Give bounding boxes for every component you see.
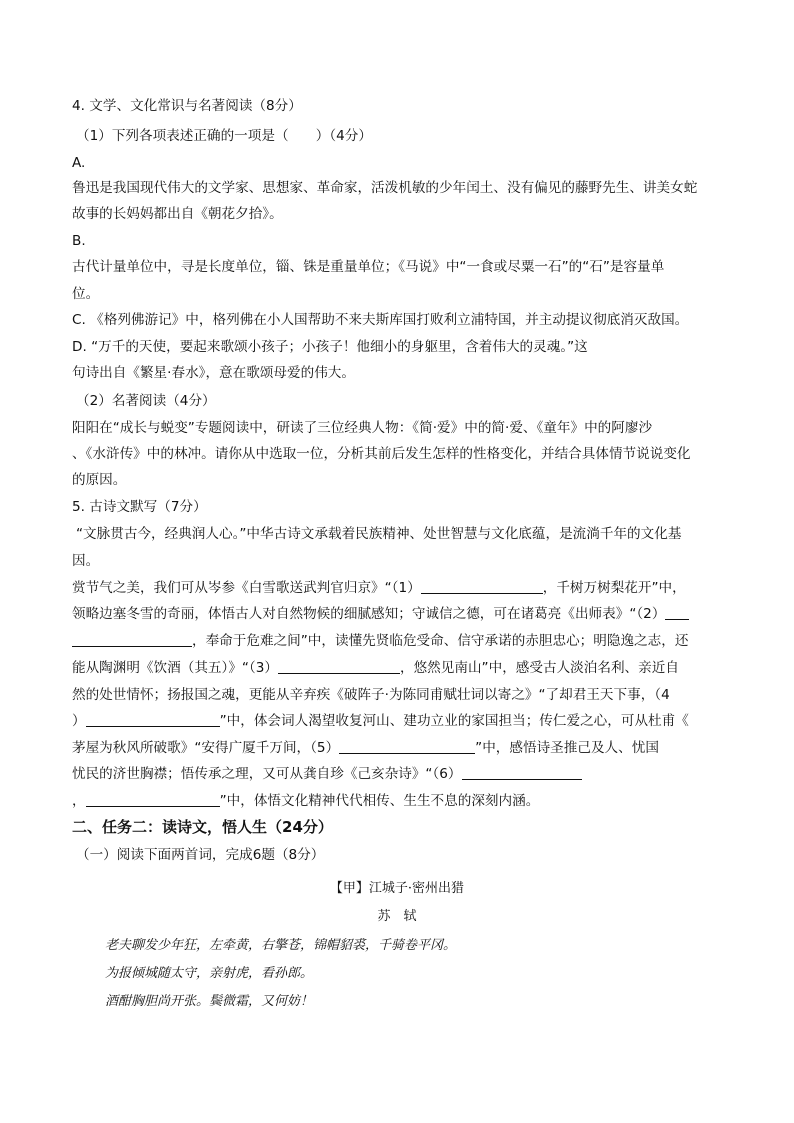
q5-heading: 5. 古诗文默写（7分） (72, 499, 207, 515)
option-c: C. 《格列佛游记》中，格列佛在小人国帮助不来夫斯库国打败利立浦特国，并主动提议彻底消灭敌国。 (72, 312, 689, 328)
answer-blank-6a[interactable] (462, 765, 582, 780)
option-d-line1: D. “万千的天使，要起来歌颂小孩子；小孩子！他细小的身躯里，含着伟大的灵魂。”这 (72, 339, 588, 355)
answer-blank-2a[interactable] (665, 605, 689, 620)
q5-line3 (72, 579, 686, 597)
q5-line8-text-b: ”中，体会词人渴望收复河山、建功立业的家国担当；传仁爱之心，可从杜甫《 (219, 713, 689, 729)
q5-line8 (72, 712, 689, 730)
q5-line3-text-b: ，千树万树梨花开”中， (542, 580, 686, 596)
q4-sub2-line2: 、《水浒传》中的林冲。请你从中选取一位，分析其前后发生怎样的性格变化，并结合具体情节说说变化 (72, 446, 691, 462)
q5-line9-text-b: ”中，感悟诗圣推己及人、忧国 (475, 740, 659, 756)
q5-line8-text-a: ） (72, 713, 86, 729)
q5-line9-text-a: 茅屋为秋风所破歌》“安得广厦千万间，（5） (72, 740, 340, 756)
q5-line10 (72, 765, 582, 783)
q5-line6 (72, 659, 679, 677)
option-b-label: B. (72, 233, 86, 249)
answer-blank-2b[interactable] (72, 632, 192, 647)
poem-line-2: 为报倾城随太守，亲射虎，看孙郎。 (105, 966, 314, 981)
q5-line3-text-a: 赏节气之美，我们可从岑参《白雪歌送武判官归京》“（1） (72, 580, 421, 596)
q5-line4 (72, 605, 689, 623)
q5-line2: 因。 (72, 553, 100, 569)
q5-line7: 然的处世情怀；扬报国之魂，更能从辛弃疾《破阵子·为陈同甫赋壮词以寄之》“了却君王天下事，（4 (72, 687, 670, 703)
q4-sub2-line3: 的原因。 (72, 472, 127, 488)
task2-heading: 二、任务二：读诗文，悟人生（24分） (72, 818, 333, 836)
q5-line11-text-b: ”中，体悟文化精神代代相传、生生不息的深刻内涵。 (219, 793, 540, 809)
option-a-line1: 鲁迅是我国现代伟大的文学家、思想家、革命家，活泼机敏的少年闰土、没有偏见的藤野先生、讲美女蛇 (72, 180, 698, 196)
poem-line-1: 老夫聊发少年狂，左牵黄，右擎苍，锦帽貂裘，千骑卷平冈。 (105, 938, 457, 953)
q5-line11 (72, 792, 539, 810)
q5-line6-text-b: ，悠然见南山”中，感受古人淡泊名利、亲近自 (400, 660, 679, 676)
answer-blank-4[interactable] (86, 712, 220, 727)
answer-blank-6b[interactable] (86, 792, 220, 807)
q5-line9 (72, 739, 659, 757)
option-b-line2: 位。 (72, 286, 100, 302)
q5-line11-text-a: ， (72, 793, 86, 809)
q5-line10-text: 忧民的济世胸襟；悟传承之理，又可从龚自珍《己亥杂诗》“（6） (72, 766, 462, 782)
poem-author: 苏 轼 (377, 909, 417, 924)
answer-blank-3[interactable] (278, 659, 400, 674)
option-a-line2: 故事的长妈妈都出自《朝花夕拾》。 (72, 206, 283, 222)
answer-blank-5[interactable] (339, 739, 475, 754)
q5-line4-text: 领略边塞冬雪的奇丽，体悟古人对自然物候的细腻感知；守诚信之德，可在诸葛亮《出师表》“（2） (72, 606, 666, 622)
q5-line1: “文脉贯古今，经典润人心。”中华古诗文承载着民族精神、处世智慧与文化底蕴，是流淌千年的文化基 (76, 526, 682, 542)
option-a-label: A. (72, 155, 86, 171)
q4-sub2: （2）名著阅读（4分） (76, 393, 216, 409)
poem-line-3: 酒酣胸胆尚开张。鬓微霜，又何妨！ (105, 994, 314, 1009)
poem-title: 【甲】江城子·密州出猎 (329, 881, 465, 896)
q4-sub2-line1: 阳阳在“成长与蜕变”专题阅读中，研读了三位经典人物：《简·爱》中的简·爱、《童年》中的阿廖沙 (72, 420, 653, 436)
answer-blank-1[interactable] (421, 579, 543, 594)
q5-line5 (72, 632, 688, 650)
q5-line5-text: ，奉命于危难之间”中，读懂先贤临危受命、信守承诺的赤胆忠心；明隐逸之志，还 (192, 633, 689, 649)
q4-heading: 4. 文学、文化常识与名著阅读（8分） (72, 98, 302, 114)
q4-sub1: （1）下列各项表述正确的一项是（ ）（4分） (76, 128, 372, 144)
option-d-line2: 句诗出自《繁星·春水》，意在歌颂母爱的伟大。 (72, 365, 355, 381)
q5-line6-text-a: 能从陶渊明《饮酒（其五）》“（3） (72, 660, 278, 676)
option-b-line1: 古代计量单位中，寻是长度单位，锱、铢是重量单位；《马说》中“一食或尽粟一石”的“石”是容量单 (72, 259, 665, 275)
task2-sub: （一）阅读下面两首词，完成6题（8分） (76, 847, 325, 863)
